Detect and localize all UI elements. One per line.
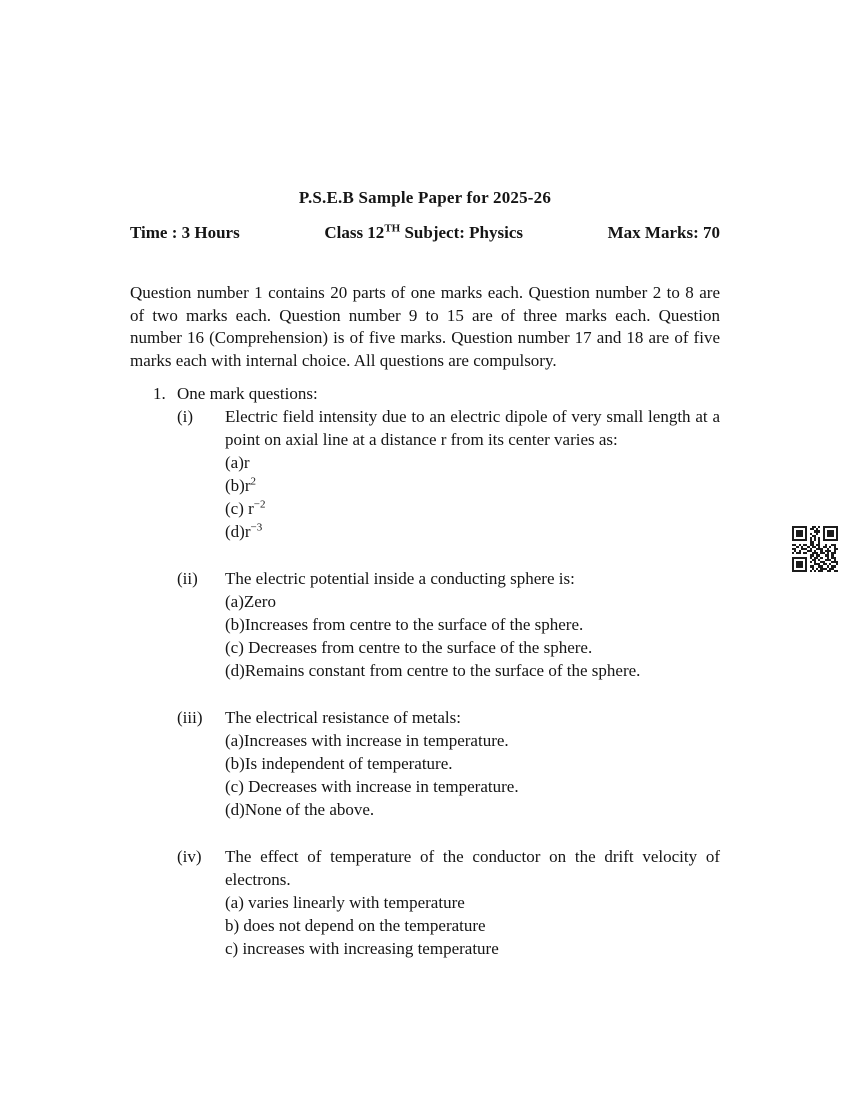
document-page — [130, 0, 720, 960]
part-label: (iv) — [177, 847, 202, 867]
option-text: (d)r — [225, 522, 251, 542]
option-line — [225, 914, 720, 937]
option-line — [225, 729, 720, 752]
option-text: (b)r — [225, 476, 251, 496]
option-line — [225, 520, 720, 543]
instructions-paragraph: Question number 1 contains 20 parts of one marks each. Question number 2 to 8 are of two marks each. Question number 9 to 15 are of three marks each. Question number 16 (Comprehension) is of five marks. Question number 17 and 18 are of five marks each with internal choice. All questions are compulsory. — [130, 283, 720, 370]
class-superscript: TH — [384, 222, 401, 235]
question-part-ii — [130, 567, 720, 682]
option-text: (d)None of the above. — [225, 800, 375, 820]
option-superscript: −3 — [250, 521, 263, 534]
option-line — [225, 590, 720, 613]
option-text: (a)Zero — [225, 592, 276, 612]
question-heading: One mark questions: — [177, 384, 318, 404]
class-text: Class 12 — [324, 223, 385, 242]
part-stem: The electrical resistance of metals: — [225, 708, 461, 728]
option-superscript: 2 — [250, 475, 256, 488]
option-text: (d)Remains constant from centre to the surface of the sphere. — [225, 661, 641, 681]
option-text: c) increases with increasing temperature — [225, 939, 499, 959]
question-heading-row — [130, 382, 720, 405]
part-body — [225, 405, 720, 543]
option-text: (a)Increases with increase in temperature. — [225, 731, 509, 751]
part-label: (iii) — [177, 708, 203, 728]
class-subject-label — [324, 221, 523, 244]
part-label: (i) — [177, 407, 194, 427]
document-title: P.S.E.B Sample Paper for 2025-26 — [298, 188, 552, 207]
question-part-iv — [130, 845, 720, 960]
option-text: (a) varies linearly with temperature — [225, 893, 465, 913]
option-text: (b)Increases from centre to the surface of the sphere. — [225, 615, 584, 635]
option-text: (c) r — [225, 499, 254, 519]
question-part-i — [130, 405, 720, 543]
qr-code-image — [792, 526, 838, 572]
question-1 — [130, 382, 720, 960]
option-text: (c) Decreases with increase in temperature. — [225, 777, 519, 797]
part-stem: The effect of temperature of the conductor on the drift velocity of electrons. — [225, 847, 720, 890]
option-text: b) does not depend on the temperature — [225, 916, 486, 936]
option-superscript: −2 — [253, 498, 266, 511]
option-line — [225, 636, 720, 659]
question-part-iii — [130, 706, 720, 821]
time-label: Time : 3 Hours — [130, 223, 240, 242]
option-line — [225, 937, 720, 960]
option-text: (c) Decreases from centre to the surface of the sphere. — [225, 638, 593, 658]
option-line — [225, 497, 720, 520]
part-body — [225, 845, 720, 960]
part-stem: The electric potential inside a conducting sphere is: — [225, 569, 575, 589]
exam-meta-row — [130, 221, 720, 244]
option-line — [225, 891, 720, 914]
option-line — [225, 451, 720, 474]
option-line — [225, 613, 720, 636]
option-line — [225, 659, 720, 682]
option-line — [225, 474, 720, 497]
subject-text: Subject: Physics — [400, 223, 523, 242]
option-line — [225, 752, 720, 775]
max-marks-label: Max Marks: 70 — [607, 223, 720, 242]
part-body — [225, 706, 720, 821]
option-line — [225, 798, 720, 821]
part-label: (ii) — [177, 569, 198, 589]
part-stem: Electric field intensity due to an electric dipole of very small length at a point on axial line at a distance r from its center varies as: — [225, 407, 720, 450]
part-body — [225, 567, 720, 682]
option-text: (b)Is independent of temperature. — [225, 754, 453, 774]
option-text: (a)r — [225, 453, 250, 473]
option-line — [225, 775, 720, 798]
question-number: 1. — [153, 384, 166, 404]
